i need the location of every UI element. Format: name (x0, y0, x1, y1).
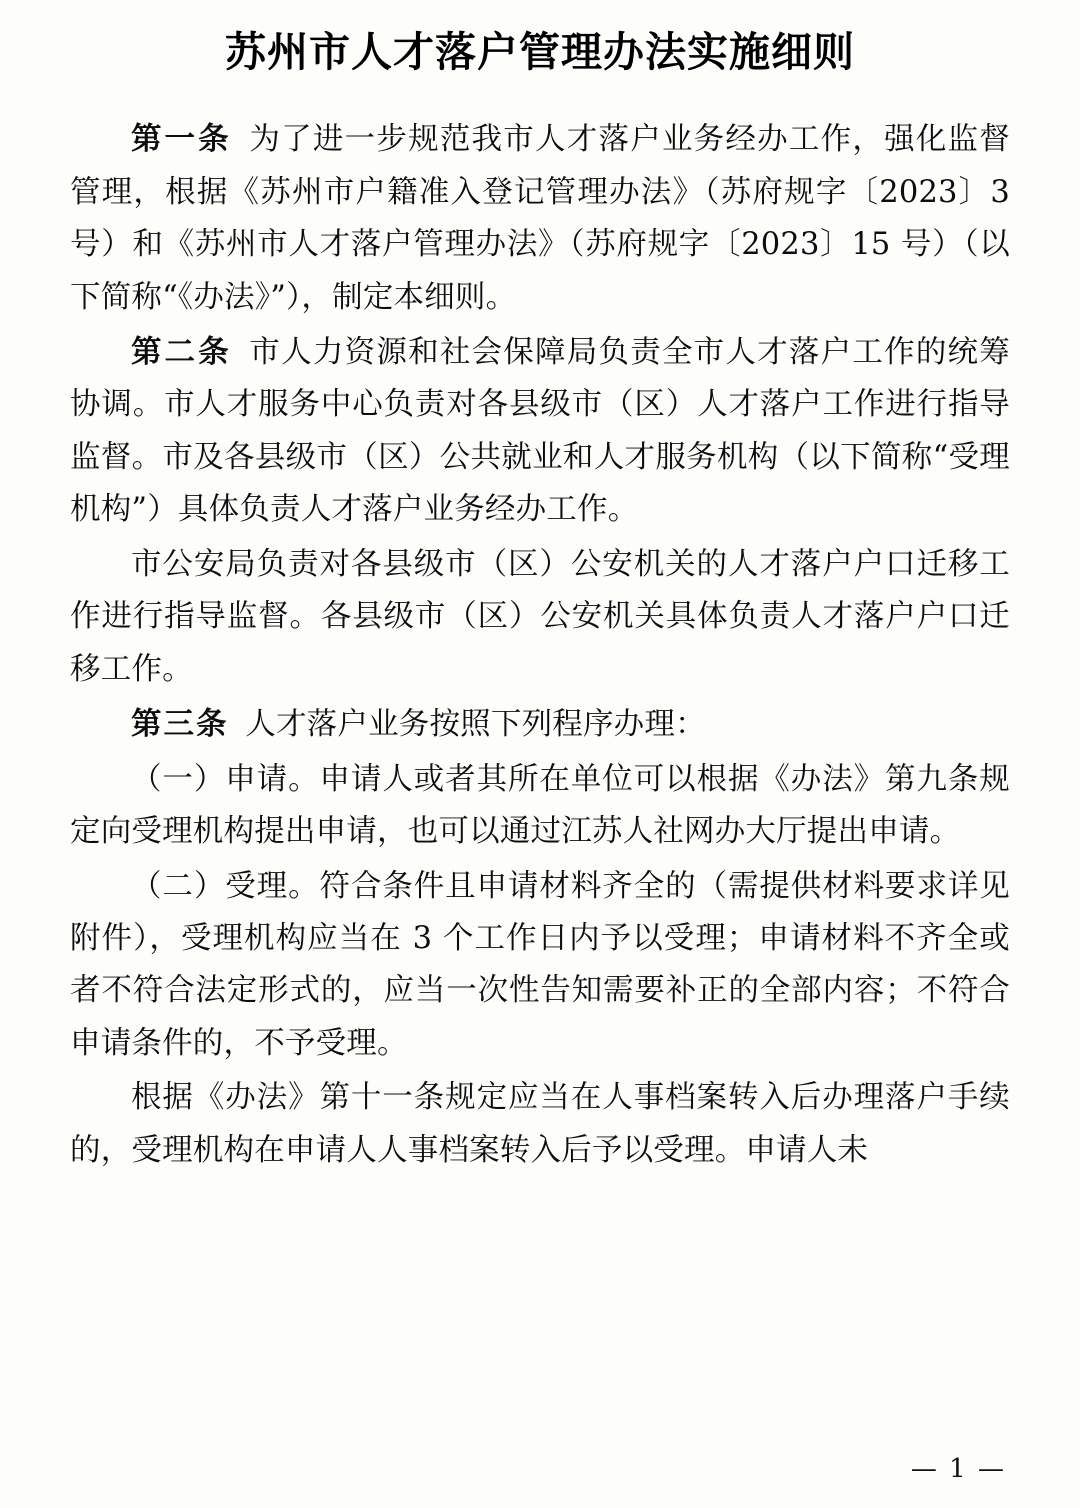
paragraph-text-2: 市人力资源和社会保障局负责全市人才落户工作的统筹协调。市人才服务中心负责对各县级市（区）人才落户工作进行指导监督。市及各县级市（区）公共就业和人才服务机构（以下简称“受理机构”）具体负责人才落户业务经办工作。 (70, 335, 1010, 528)
paragraph-6 (70, 861, 1010, 1071)
paragraph-2 (70, 326, 1010, 537)
paragraph-text-3: 市公安局负责对各县级市（区）公安机关的人才落户户口迁移工作进行指导监督。各县级市（区）公安机关具体负责人才落户户口迁移工作。 (70, 546, 1010, 687)
article-label-1: 第一条 (131, 121, 232, 158)
article-label-2: 第二条 (131, 334, 232, 370)
paragraph-text-1: 为了进一步规范我市人才落户业务经办工作，强化监督管理，根据《苏州市户籍准入登记管理办法》（苏府规字〔2023〕3 号）和《苏州市人才落户管理办法》（苏府规字〔2023〕15 号）（以下简称“《办法》”），制定本细则。 (70, 122, 1010, 315)
page-number: — 1 — (910, 1454, 1006, 1484)
paragraph-text-5: （一）申请。申请人或者其所在单位可以根据《办法》第九条规定向受理机构提出申请，也可以通过江苏人社网办大厅提出申请。 (70, 761, 1010, 850)
paragraph-7 (70, 1072, 1010, 1177)
page-title: 苏州市人才落户管理办法实施细则 (225, 28, 855, 76)
paragraph-1 (70, 113, 1010, 324)
document-body (70, 113, 1010, 1177)
paragraph-text-7: 根据《办法》第十一条规定应当在人事档案转入后办理落户手续的，受理机构在申请人人事档案转入后予以受理。申请人未 (70, 1080, 1010, 1168)
paragraph-text-6: （二）受理。符合条件且申请材料齐全的（需提供材料要求详见附件），受理机构应当在 3 个工作日内予以受理；申请材料不齐全或者不符合法定形式的，应当一次性告知需要补正的全部内容；不符合申请条件的，不予受理。 (70, 868, 1010, 1061)
paragraph-3 (70, 539, 1010, 696)
article-label-3: 第三条 (131, 706, 229, 743)
paragraph-text-4: 人才落户业务按照下列程序办理： (245, 707, 706, 743)
paragraph-4 (70, 698, 1010, 751)
paragraph-5 (70, 754, 1010, 859)
